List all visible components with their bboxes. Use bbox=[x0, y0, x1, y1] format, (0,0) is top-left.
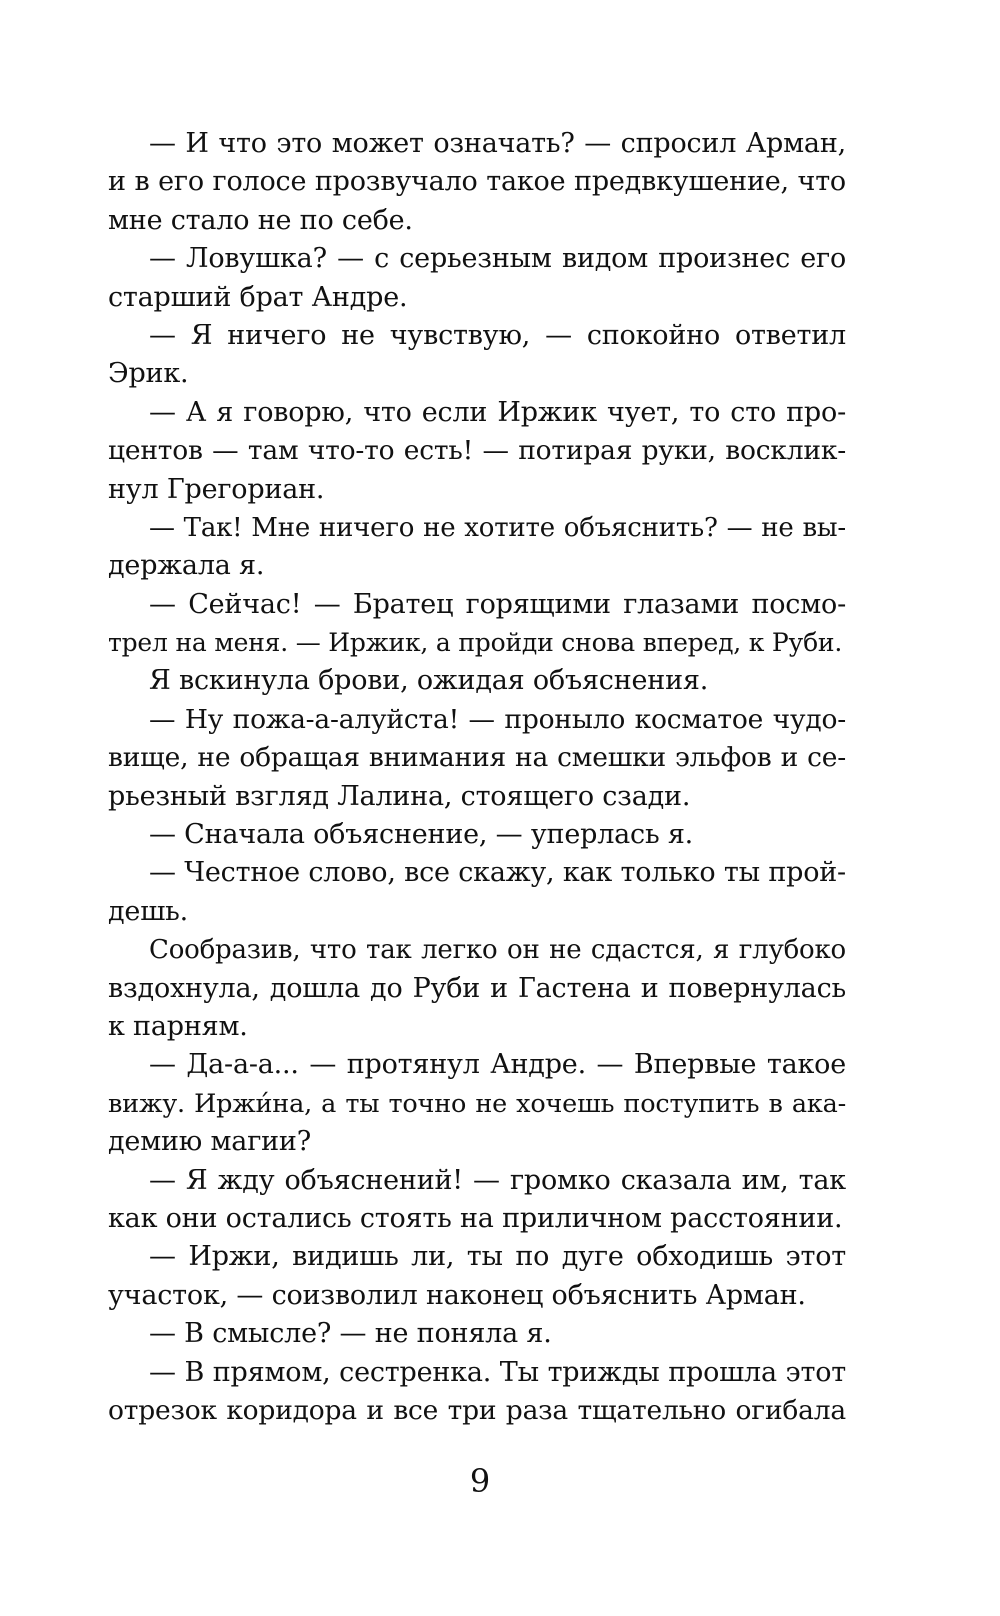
text-line: — Сейчас! — Братец горящими глазами посмо- bbox=[149, 588, 846, 620]
text-line: — Ну пожа-а-алуйста! — проныло косматое чудо- bbox=[149, 703, 846, 735]
text-line: и в его голосе прозвучало такое предвкушение, что bbox=[108, 166, 846, 198]
text-line: отрезок коридора и все три раза тщательно огибала bbox=[108, 1394, 846, 1426]
text-line: — Я жду объяснений! — громко сказала им, так bbox=[149, 1164, 846, 1196]
text-line: держала я. bbox=[108, 550, 265, 582]
text-line: — Так! Мне ничего не хотите объяснить? — не вы- bbox=[149, 512, 846, 543]
text-line: вздохнула, дошла до Руби и Гастена и повернулась bbox=[108, 972, 846, 1004]
text-line: — И что это может означать? — спросил Арман, bbox=[149, 128, 846, 159]
body-text bbox=[108, 125, 846, 1430]
text-line: Эрик. bbox=[108, 358, 189, 390]
text-line: Сообразив, что так легко он не сдастся, я глубоко bbox=[149, 935, 846, 966]
text-line: как они остались стоять на приличном расстоянии. bbox=[108, 1202, 843, 1234]
text-line: — Я ничего не чувствую, — спокойно ответил bbox=[149, 319, 846, 351]
text-line: вище, не обращая внимания на смешки эльфов и се- bbox=[108, 742, 846, 774]
text-line: мне стало не по себе. bbox=[108, 204, 413, 236]
text-line: рьезный взгляд Лалина, стоящего сзади. bbox=[108, 780, 691, 812]
text-line: — А я говорю, что если Иржик чует, то сто про- bbox=[149, 396, 846, 428]
text-line: старший брат Андре. bbox=[108, 281, 408, 313]
text-line: — В прямом, сестренка. Ты трижды прошла этот bbox=[149, 1356, 846, 1388]
page-number: 9 bbox=[469, 1462, 491, 1500]
text-line: — Да-а-а... — протянул Андре. — Впервые такое bbox=[149, 1049, 846, 1081]
text-line: нул Грегориан. bbox=[108, 473, 325, 505]
text-line: центов — там что-то есть! — потирая руки, восклик- bbox=[108, 435, 846, 467]
text-line: Я вскинула брови, ожидая объяснения. bbox=[149, 665, 709, 697]
text-line: — Честное слово, все скажу, как только ты прой- bbox=[149, 857, 846, 889]
text-line: к парням. bbox=[108, 1010, 248, 1042]
text-line: — Сначала объяснение, — уперлась я. bbox=[149, 819, 694, 851]
text-line: вижу. Иржи́на, а ты точно не хочешь поступить в ака- bbox=[108, 1088, 846, 1119]
text-line: участок, — соизволил наконец объяснить Арман. bbox=[108, 1279, 806, 1311]
text-line: дешь. bbox=[108, 895, 188, 927]
text-line: — Иржи, видишь ли, ты по дуге обходишь этот bbox=[149, 1241, 846, 1273]
text-line: — Ловушка? — с серьезным видом произнес его bbox=[149, 243, 846, 275]
text-line: трел на меня. — Иржик, а пройди снова вперед, к Руби. bbox=[108, 628, 843, 658]
text-line: — В смысле? — не поняла я. bbox=[149, 1318, 552, 1350]
text-line: демию магии? bbox=[108, 1126, 312, 1158]
